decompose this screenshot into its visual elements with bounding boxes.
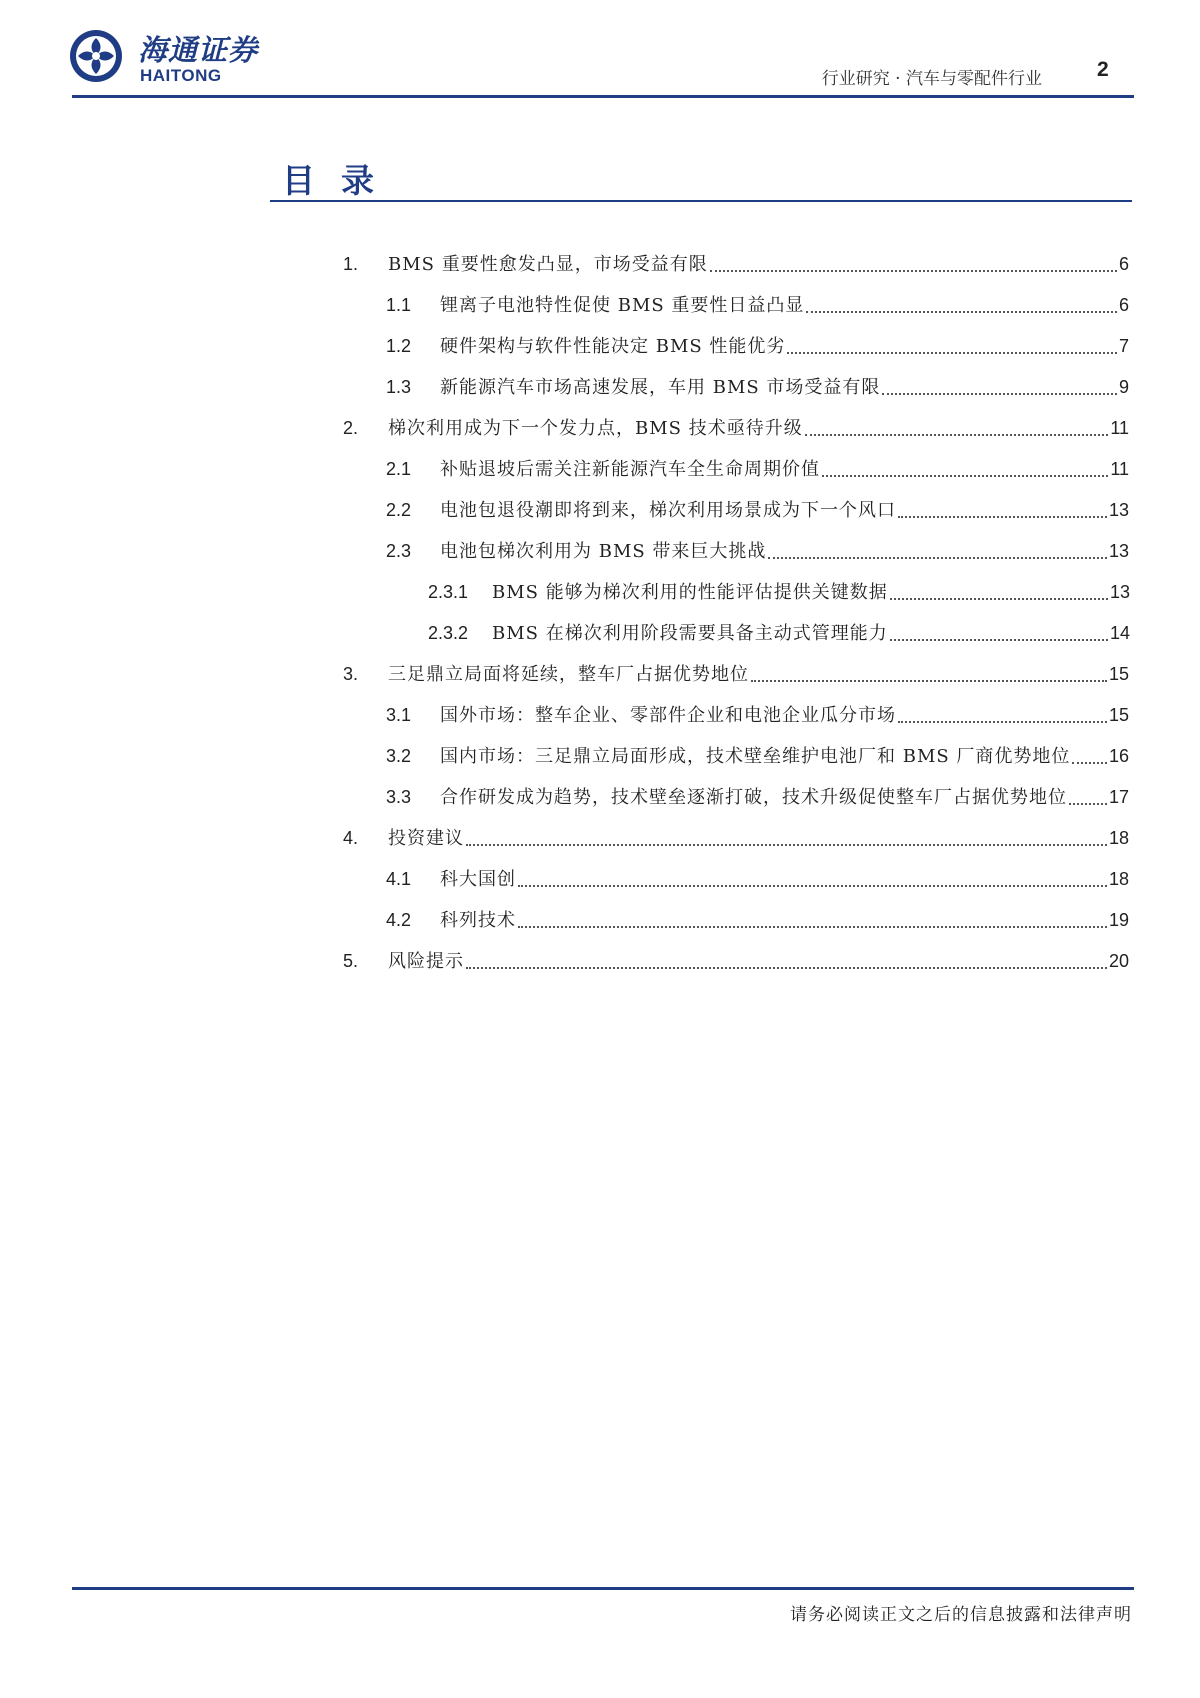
toc-entry-title: BMS 在梯次利用阶段需要具备主动式管理能力 (492, 623, 888, 644)
toc-entry-page: 13 (1108, 541, 1129, 561)
toc-entry-number: 3.2 (386, 746, 412, 766)
toc-dot-leader (466, 947, 1107, 969)
company-logo (68, 28, 258, 88)
toc-entry-page: 11 (1110, 418, 1129, 438)
logo-english-name: HAITONG (140, 66, 222, 85)
toc-entry-title: 电池包梯次利用为 BMS 带来巨大挑战 (440, 541, 767, 562)
toc-dot-leader (710, 250, 1117, 272)
toc-entry-number: 3. (343, 664, 359, 684)
header-divider (72, 95, 1134, 98)
toc-entry[interactable] (386, 781, 1129, 807)
toc-entry[interactable] (428, 617, 1130, 643)
toc-title: 目录 (282, 161, 400, 200)
toc-entry-title: 三足鼎立局面将延续，整车厂占据优势地位 (388, 664, 749, 685)
toc-entry-page: 15 (1108, 664, 1129, 684)
toc-entry[interactable] (386, 289, 1129, 315)
toc-entry[interactable] (386, 494, 1129, 520)
toc-entry-page: 6 (1118, 254, 1129, 274)
toc-entry-title: 科大国创 (440, 869, 516, 890)
toc-dot-leader (898, 701, 1107, 723)
toc-entry-page: 15 (1108, 705, 1129, 725)
footer-divider (72, 1587, 1134, 1590)
toc-entry[interactable] (386, 535, 1129, 561)
toc-entry-number: 2.3 (386, 541, 412, 561)
toc-entry-page: 14 (1109, 623, 1130, 643)
toc-entry-title: 新能源汽车市场高速发展，车用 BMS 市场受益有限 (440, 377, 881, 398)
toc-entry-title: 国内市场：三足鼎立局面形成，技术壁垒维护电池厂和 BMS 厂商优势地位 (440, 746, 1071, 767)
toc-entry-number: 1.3 (386, 377, 412, 397)
toc-entry[interactable] (428, 576, 1130, 602)
toc-entry[interactable] (386, 863, 1129, 889)
toc-entry[interactable] (343, 945, 1129, 971)
toc-dot-leader (805, 414, 1109, 436)
toc-entry-page: 17 (1108, 787, 1129, 807)
toc-entry[interactable] (386, 453, 1129, 479)
toc-dot-leader (787, 332, 1117, 354)
toc-dot-leader (466, 824, 1107, 846)
toc-entry-page: 11 (1110, 459, 1129, 479)
toc-entry-number: 4.2 (386, 910, 412, 930)
toc-entry-page: 20 (1108, 951, 1129, 971)
toc-dot-leader (898, 496, 1107, 518)
toc-entry-title: 电池包退役潮即将到来，梯次利用场景成为下一个风口 (440, 500, 896, 521)
toc-entry[interactable] (386, 330, 1129, 356)
toc-entry-page: 9 (1118, 377, 1129, 397)
toc-entry-page: 6 (1118, 295, 1129, 315)
toc-dot-leader (890, 578, 1108, 600)
toc-entry-number: 5. (343, 951, 359, 971)
toc-entry-title: 锂离子电池特性促使 BMS 重要性日益凸显 (440, 295, 805, 316)
toc-entry-number: 4.1 (386, 869, 412, 889)
toc-dot-leader (882, 373, 1117, 395)
toc-dot-leader (822, 455, 1108, 477)
report-section-label: 行业研究 · 汽车与零配件行业 (821, 69, 1042, 89)
toc-entry-title: 科列技术 (440, 910, 516, 931)
toc-entry-number: 2. (343, 418, 359, 438)
toc-dot-leader (890, 619, 1108, 641)
toc-entry-number: 2.3.2 (428, 623, 469, 643)
toc-entry-page: 7 (1118, 336, 1129, 356)
toc-entry[interactable] (343, 412, 1129, 438)
toc-entry[interactable] (386, 904, 1129, 930)
haitong-logo-icon (68, 28, 124, 84)
toc-entry-title: 硬件架构与软件性能决定 BMS 性能优劣 (440, 336, 786, 357)
toc-dot-leader (518, 865, 1107, 887)
toc-entry[interactable] (386, 371, 1129, 397)
toc-entry-title: 国外市场：整车企业、零部件企业和电池企业瓜分市场 (440, 705, 896, 726)
toc-entry-title: 风险提示 (388, 951, 464, 972)
toc-entry-number: 2.2 (386, 500, 412, 520)
toc-dot-leader (1072, 742, 1107, 764)
toc-entry-number: 2.1 (386, 459, 412, 479)
toc-entry-number: 3.1 (386, 705, 412, 725)
toc-dot-leader (518, 906, 1107, 928)
toc-entry[interactable] (386, 740, 1129, 766)
toc-entry[interactable] (343, 658, 1129, 684)
toc-entry-number: 3.3 (386, 787, 412, 807)
toc-title-divider (270, 200, 1132, 202)
page-number: 2 (1097, 58, 1109, 81)
legal-disclaimer: 请务必阅读正文之后的信息披露和法律声明 (790, 1605, 1132, 1625)
logo-chinese-name: 海通证券 (138, 33, 259, 67)
toc-entry-title: BMS 重要性愈发凸显，市场受益有限 (388, 254, 708, 275)
toc-dot-leader (806, 291, 1117, 313)
toc-entry-page: 18 (1108, 869, 1129, 889)
toc-entry-page: 13 (1109, 582, 1130, 602)
toc-entry-title: 梯次利用成为下一个发力点，BMS 技术亟待升级 (388, 418, 803, 439)
toc-entry-title: 投资建议 (388, 828, 464, 849)
toc-dot-leader (1069, 783, 1107, 805)
toc-entry-number: 1.2 (386, 336, 412, 356)
toc-entry-number: 1.1 (386, 295, 412, 315)
toc-entry-page: 16 (1108, 746, 1129, 766)
toc-entry-page: 13 (1108, 500, 1129, 520)
toc-entry-page: 18 (1108, 828, 1129, 848)
toc-entry-page: 19 (1108, 910, 1129, 930)
toc-entry-title: BMS 能够为梯次利用的性能评估提供关键数据 (492, 582, 888, 603)
toc-entry-title: 合作研发成为趋势，技术壁垒逐渐打破，技术升级促使整车厂占据优势地位 (440, 787, 1067, 808)
toc-dot-leader (751, 660, 1107, 682)
toc-entry[interactable] (386, 699, 1129, 725)
toc-entry[interactable] (343, 248, 1129, 274)
toc-entry-number: 2.3.1 (428, 582, 469, 602)
toc-entry-number: 4. (343, 828, 359, 848)
toc-dot-leader (768, 537, 1107, 559)
toc-entry-title: 补贴退坡后需关注新能源汽车全生命周期价值 (440, 459, 820, 480)
toc-entry-number: 1. (343, 254, 359, 274)
toc-entry[interactable] (343, 822, 1129, 848)
